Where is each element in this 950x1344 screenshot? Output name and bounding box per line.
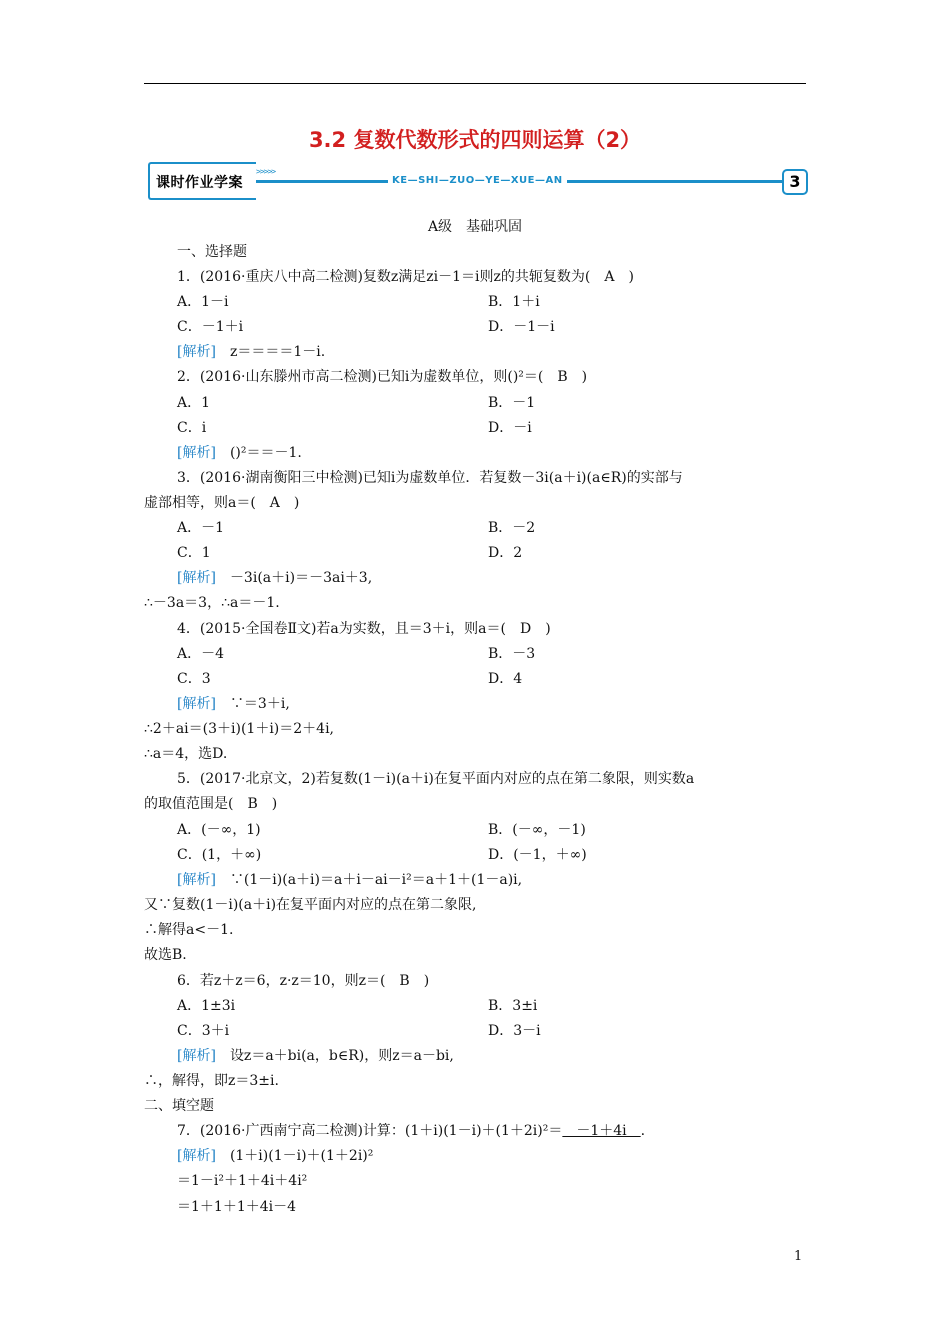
question-3: 3．(2016·湖南衡阳三中检测)已知i为虚数单位．若复数－3i(a＋i)(a∈R)的实部与 — [177, 470, 683, 486]
option-b: B．(－∞，－1) — [488, 822, 586, 838]
option-a: A．－1 — [177, 520, 225, 536]
option-a: A．－4 — [177, 646, 225, 662]
solution-cont: 又∵复数(1－i)(a＋i)在复平面内对应的点在第二象限, — [144, 897, 477, 913]
option-c: C．1 — [177, 545, 211, 561]
question-4: 4．(2015·全国卷Ⅱ文)若a为实数，且＝3＋i，则a＝( D ) — [177, 621, 551, 637]
solution — [177, 1047, 454, 1065]
option-d: D．3－i — [488, 1023, 541, 1039]
question-2: 2．(2016·山东滕州市高二检测)已知i为虚数单位，则()²＝( B ) — [177, 369, 588, 385]
option-c: C．(1，＋∞) — [177, 847, 262, 863]
solution — [177, 695, 290, 713]
option-a: A．1±3i — [177, 998, 236, 1014]
page-title: 3.2 复数代数形式的四则运算（2） — [308, 128, 642, 152]
solution-cont: ∴2＋ai＝(3＋i)(1＋i)＝2＋4i, — [144, 721, 334, 737]
solution-cont: ∴，解得，即z＝3±i. — [144, 1073, 279, 1089]
header-rule — [144, 83, 806, 84]
solution-text: －3i(a＋i)＝－3ai＋3, — [229, 570, 373, 586]
solution-text: ()²＝＝－1. — [229, 445, 302, 461]
analysis-tag: [解析] — [177, 344, 216, 360]
option-d: D．4 — [488, 671, 523, 687]
banner-arrows: >>>>> — [256, 167, 276, 176]
solution-cont: ∴a＝4，选D. — [144, 746, 228, 762]
question-text: 7．(2016·广西南宁高二检测)计算：(1＋i)(1－i)＋(1＋2i)²＝ — [177, 1123, 563, 1139]
analysis-tag: [解析] — [177, 696, 216, 712]
option-c: C．i — [177, 420, 207, 436]
option-b: B．－2 — [488, 520, 536, 536]
banner-label: 课时作业学案 — [156, 175, 243, 191]
question-3-cont: 虚部相等，则a＝( A ) — [144, 495, 300, 511]
analysis-tag: [解析] — [177, 872, 216, 888]
banner-number: 3 — [782, 169, 808, 195]
question-6: 6．若z＋z＝6，z·z＝10，则z＝( B ) — [177, 973, 430, 989]
option-c: C．3＋i — [177, 1023, 230, 1039]
option-b: B．1＋i — [488, 294, 540, 310]
option-d: D．－i — [488, 420, 532, 436]
option-b: B．3±i — [488, 998, 538, 1014]
analysis-tag: [解析] — [177, 1048, 216, 1064]
solution-text: ∵(1－i)(a＋i)＝a＋i－ai－i²＝a＋1＋(1－a)i, — [229, 872, 523, 888]
solution-cont: 故选B. — [144, 947, 187, 963]
solution-cont: ＝1－i²＋1＋4i＋4i² — [177, 1173, 308, 1189]
solution-text: z＝＝＝＝1－i. — [229, 344, 326, 360]
option-a: A．1－i — [177, 294, 229, 310]
analysis-tag: [解析] — [177, 1148, 216, 1164]
answer-blank: －1＋4i — [562, 1123, 641, 1139]
section-heading: A级 基础巩固 — [427, 219, 523, 235]
solution — [177, 871, 522, 889]
solution-text: (1＋i)(1－i)＋(1＋2i)² — [229, 1148, 374, 1164]
option-a: A．(－∞，1) — [177, 822, 261, 838]
option-b: B．－1 — [488, 395, 536, 411]
banner-pinyin: KE—SHI—ZUO—YE—XUE—AN — [388, 175, 567, 186]
page-number: 1 — [794, 1249, 803, 1264]
solution — [177, 444, 302, 462]
question-5-cont: 的取值范围是( B ) — [144, 796, 278, 812]
option-c: C．3 — [177, 671, 211, 687]
question-end: . — [640, 1123, 646, 1139]
option-a: A．1 — [177, 395, 211, 411]
solution — [177, 343, 325, 361]
solution-cont: ＝1＋1＋1＋4i－4 — [177, 1199, 297, 1215]
solution-cont: ∴解得a<－1. — [144, 922, 234, 938]
part-heading: 一、选择题 — [177, 244, 247, 260]
solution-cont: ∴－3a＝3，∴a＝－1. — [144, 595, 280, 611]
option-b: B．－3 — [488, 646, 536, 662]
question-7 — [177, 1122, 645, 1140]
part-heading: 二、填空题 — [144, 1098, 214, 1114]
question-1: 1．(2016·重庆八中高二检测)复数z满足zi－1＝i则z的共轭复数为( A ) — [177, 269, 634, 285]
question-5: 5．(2017·北京文，2)若复数(1－i)(a＋i)在复平面内对应的点在第二象限，则实数a — [177, 771, 695, 787]
solution — [177, 1147, 373, 1165]
solution-text: ∵＝3＋i, — [229, 696, 290, 712]
analysis-tag: [解析] — [177, 445, 216, 461]
option-d: D．－1－i — [488, 319, 555, 335]
analysis-tag: [解析] — [177, 570, 216, 586]
solution — [177, 569, 372, 587]
banner-box — [148, 162, 256, 200]
option-c: C．－1＋i — [177, 319, 244, 335]
solution-text: 设z＝a＋bi(a，b∈R)，则z＝a－bi, — [229, 1048, 454, 1064]
option-d: D．(－1，＋∞) — [488, 847, 587, 863]
section-banner — [148, 162, 806, 200]
option-d: D．2 — [488, 545, 523, 561]
